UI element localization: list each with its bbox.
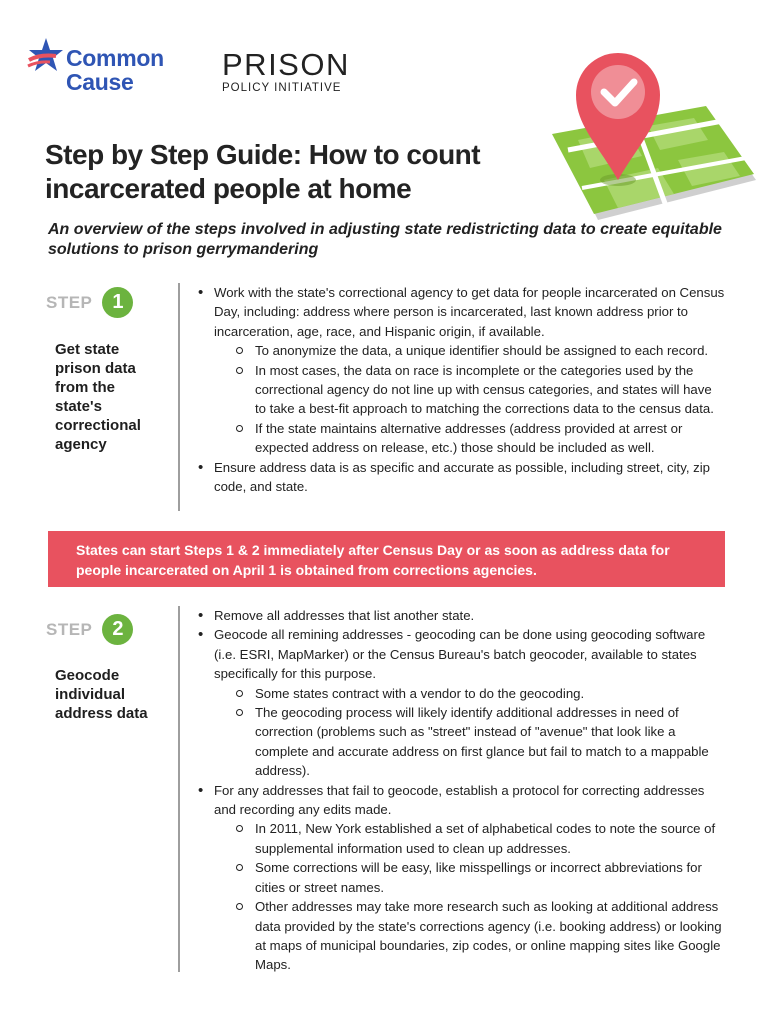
common-cause-logo	[26, 36, 201, 98]
divider-line	[178, 283, 180, 511]
divider-line	[178, 606, 180, 972]
step-number: 2	[102, 614, 133, 645]
logo-text-line1: Common	[66, 45, 164, 71]
list-item: Some corrections will be easy, like misspellings or incorrect abbreviations for cities or street names.	[214, 858, 726, 897]
list-item: In most cases, the data on race is incomplete or the categories used by the correctional agency do not line up with census categories, and states will have to take a best-fit approach to matching the corrections data to the census data.	[214, 361, 726, 419]
step-2-badge	[46, 614, 133, 645]
list-item: If the state maintains alternative addresses (address provided at arrest or expected address on release, etc.) those should be included as well.	[214, 419, 726, 458]
list-item: Some states contract with a vendor to do the geocoding.	[214, 684, 726, 703]
step-word: STEP	[46, 619, 93, 639]
prison-policy-initiative-logo	[222, 47, 372, 100]
list-item: To anonymize the data, a unique identifier should be assigned to each record.	[214, 341, 726, 360]
page-subtitle: An overview of the steps involved in adjusting state redistricting data to create equitable solutions to prison gerrymandering	[48, 221, 722, 258]
page-title: Step by Step Guide: How to count incarcerated people at home	[45, 139, 481, 204]
list-item: • Remove all addresses that list another state.	[196, 606, 726, 625]
logo-subtitle: POLICY INITIATIVE	[222, 82, 342, 94]
list-item: Other addresses may take more research such as looking at additional address data provided by the state's corrections agency (i.e. booking address) or looking at maps of municipal boundaries, zip codes, or online mapping sites like Google Maps.	[214, 897, 726, 975]
logo-text-line2: Cause	[66, 69, 134, 95]
step-2-label: Geocode individual address data	[55, 667, 148, 722]
list-item: The geocoding process will likely identify additional addresses in need of correction (problems such as "street" instead of "avenue" that look like a complete and accurate address on first glance but fail to match to a mappable address).	[214, 703, 726, 781]
step-number: 1	[102, 287, 133, 318]
step-1-bullets	[196, 283, 726, 496]
list-item: • Geocode all remining addresses - geocoding can be done using geocoding software (i.e. ESRI, MapMarker) or the Census Bureau's batch geocoder, available to states specifically for this purpose. Some states contract with a vendor to do the geocoding. The geocoding process will likely identify additional addresses in need of correction (problems such as "street" instead of "avenue" that look like a complete and accurate address on first glance but fail to match to a mappable address).	[196, 625, 726, 780]
list-item: • Ensure address data is as specific and accurate as possible, including street, city, zip code, and state.	[196, 458, 726, 497]
list-item: • Work with the state's correctional agency to get data for people incarcerated on Census Day, including: address where person is incarcerated, last known address prior to incarceration, age, race, and Hispanic origin, if available. To anonymize the data, a unique identifier should be assigned to each record. In most cases, the data on race is incomplete or the categories used by the correctional agency do not line up with census categories, and states will have to take a best-fit approach to matching the corrections data to the census data. If the state maintains alternative addresses (address provided at arrest or expected address on release, etc.) those should be included as well.	[196, 283, 726, 458]
callout-banner: States can start Steps 1 & 2 immediately after Census Day or as soon as address data for people incarcerated on April 1 is obtained from corrections agencies.	[48, 531, 725, 587]
step-word: STEP	[46, 292, 93, 312]
logo-title: PRISON	[222, 47, 350, 82]
step-2-bullets	[196, 606, 726, 975]
step-1-label: Get state prison data from the state's correctional agency	[55, 341, 141, 453]
list-item: • For any addresses that fail to geocode, establish a protocol for correcting addresses and recording any edits made. In 2011, New York established a set of alphabetical codes to note the source of supplemental information used to clean up addresses. Some corrections will be easy, like misspellings or incorrect abbreviations for cities or street names. Other addresses may take more research such as looking at additional address data provided by the state's corrections agency (i.e. booking address) or looking at maps of municipal boundaries, zip codes, or online mapping sites like Google Maps.	[196, 781, 726, 975]
list-item: In 2011, New York established a set of alphabetical codes to note the source of supplemental information used to clean up addresses.	[214, 819, 726, 858]
step-1-badge	[46, 287, 133, 318]
star-icon	[26, 36, 66, 76]
